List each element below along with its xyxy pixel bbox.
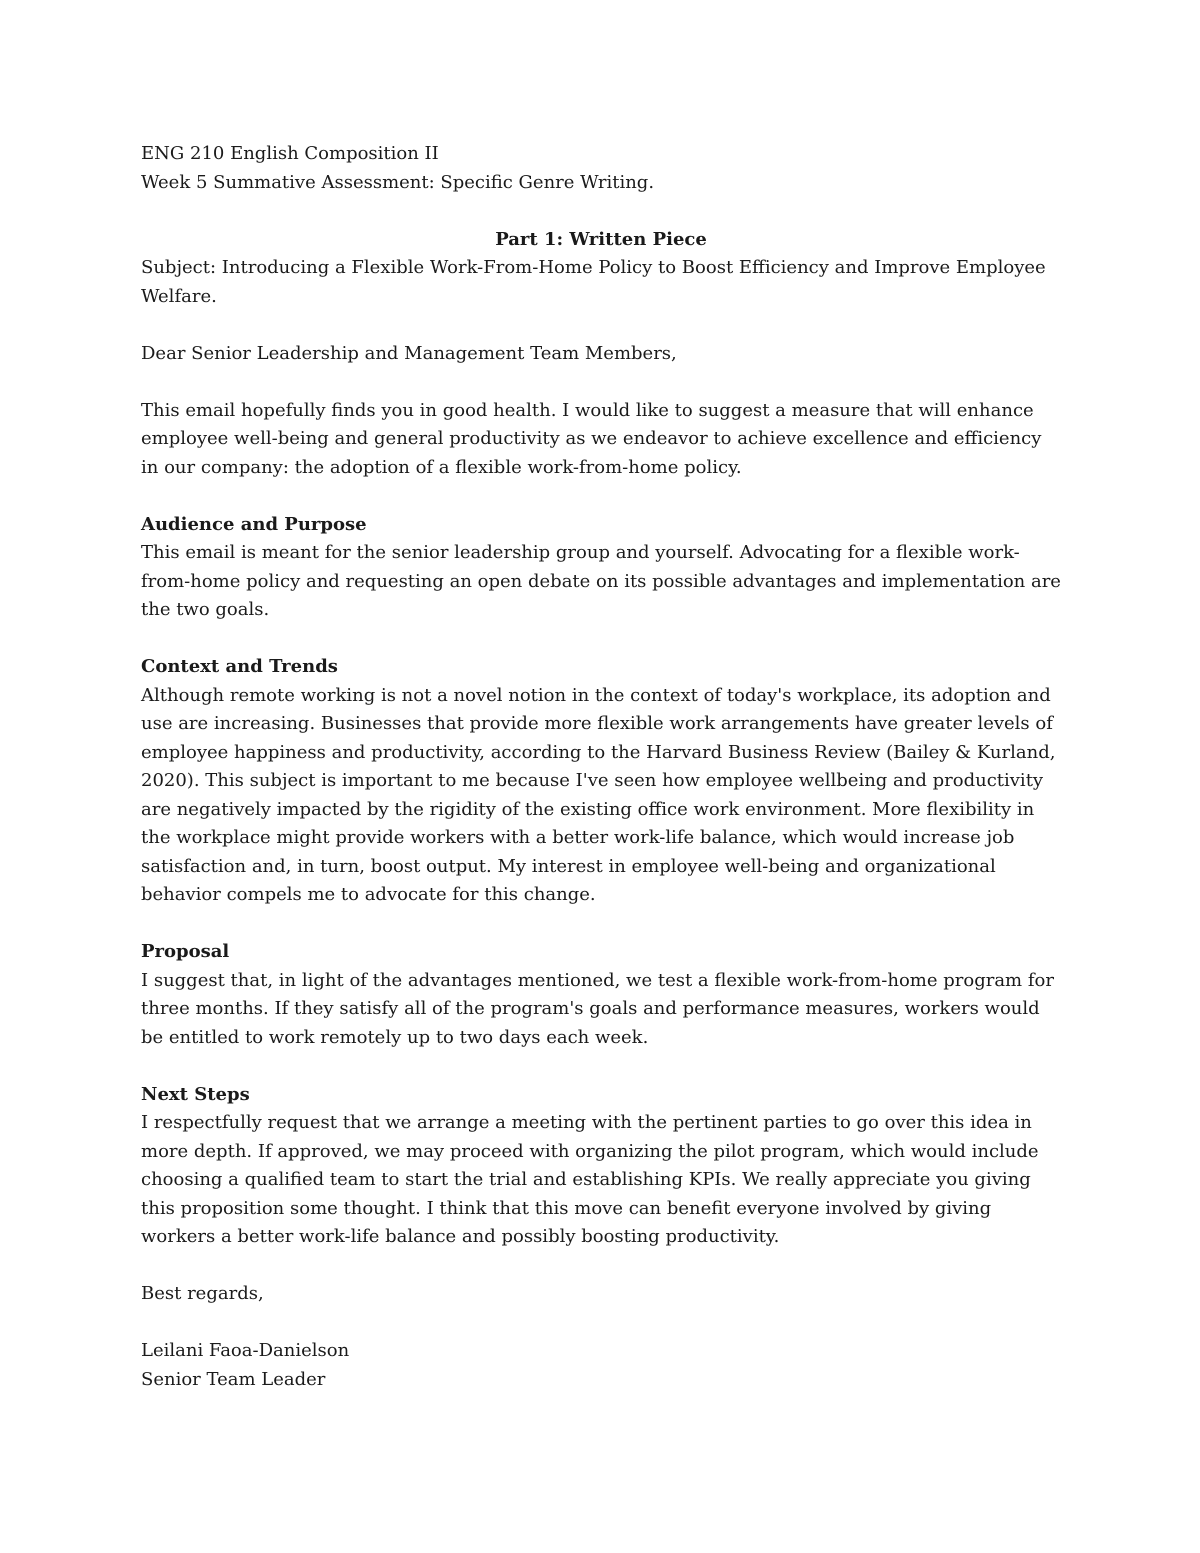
section-heading-context: Context and Trends (141, 656, 338, 677)
intro-paragraph: This email hopefully finds you in good health. I would like to suggest a measure that will enhance employee well-being and general productivity as we endeavor to achieve excellence and efficiency in our company: the adoption of a flexible work-from-home policy. (141, 399, 1042, 478)
assignment-line: Week 5 Summative Assessment: Specific Genre Writing. (141, 171, 655, 193)
salutation: Dear Senior Leadership and Management Team Members, (141, 342, 677, 364)
course-line: ENG 210 English Composition II (141, 143, 439, 164)
signature-name: Leilani Faoa-Danielson (141, 1340, 350, 1361)
section-body-next-steps: I respectfully request that we arrange a meeting with the pertinent parties to go over this idea in more depth. If approved, we may proceed with organizing the pilot program, which would include choosing a qualified team to start the trial and establishing KPIs. We really appreciate you giving this proposition some thought. I think that this move can benefit everyone involved by giving workers a better work-life balance and possibly boosting productivity. (141, 1112, 1039, 1247)
section-heading-audience: Audience and Purpose (141, 513, 367, 535)
section-heading-proposal: Proposal (141, 941, 230, 962)
email-subject: Subject: Introducing a Flexible Work-From-Home Policy to Boost Efficiency and Improve Employee Welfare. (141, 257, 1046, 307)
section-body-proposal: I suggest that, in light of the advantages mentioned, we test a flexible work-from-home program for three months. If they satisfy all of the program's goals and performance measures, workers would be entitled to work remotely up to two days each week. (141, 969, 1054, 1048)
document-title: Part 1: Written Piece (495, 228, 707, 250)
section-body-context: Although remote working is not a novel notion in the context of today's workplace, its adoption and use are increasing. Businesses that provide more flexible work arrangements have greater levels of employee happiness and productivity, according to the Harvard Business Review (Bailey & Kurland, 2020). This subject is important to me because I've seen how employee wellbeing and productivity are negatively impacted by the rigidity of the existing office work environment. More flexibility in the workplace might provide workers with a better work-life balance, which would increase job satisfaction and, in turn, boost output. My interest in employee well-being and organizational behavior compels me to advocate for this change. (141, 684, 1056, 905)
closing-line: Best regards, (141, 1283, 264, 1304)
section-body-audience: This email is meant for the senior leadership group and yourself. Advocating for a flexible work-from-home policy and requesting an open debate on its possible advantages and implementation are the two goals. (141, 542, 1061, 620)
signature-role: Senior Team Leader (141, 1368, 326, 1390)
section-heading-next-steps: Next Steps (141, 1083, 250, 1105)
document-page (141, 140, 1061, 1394)
